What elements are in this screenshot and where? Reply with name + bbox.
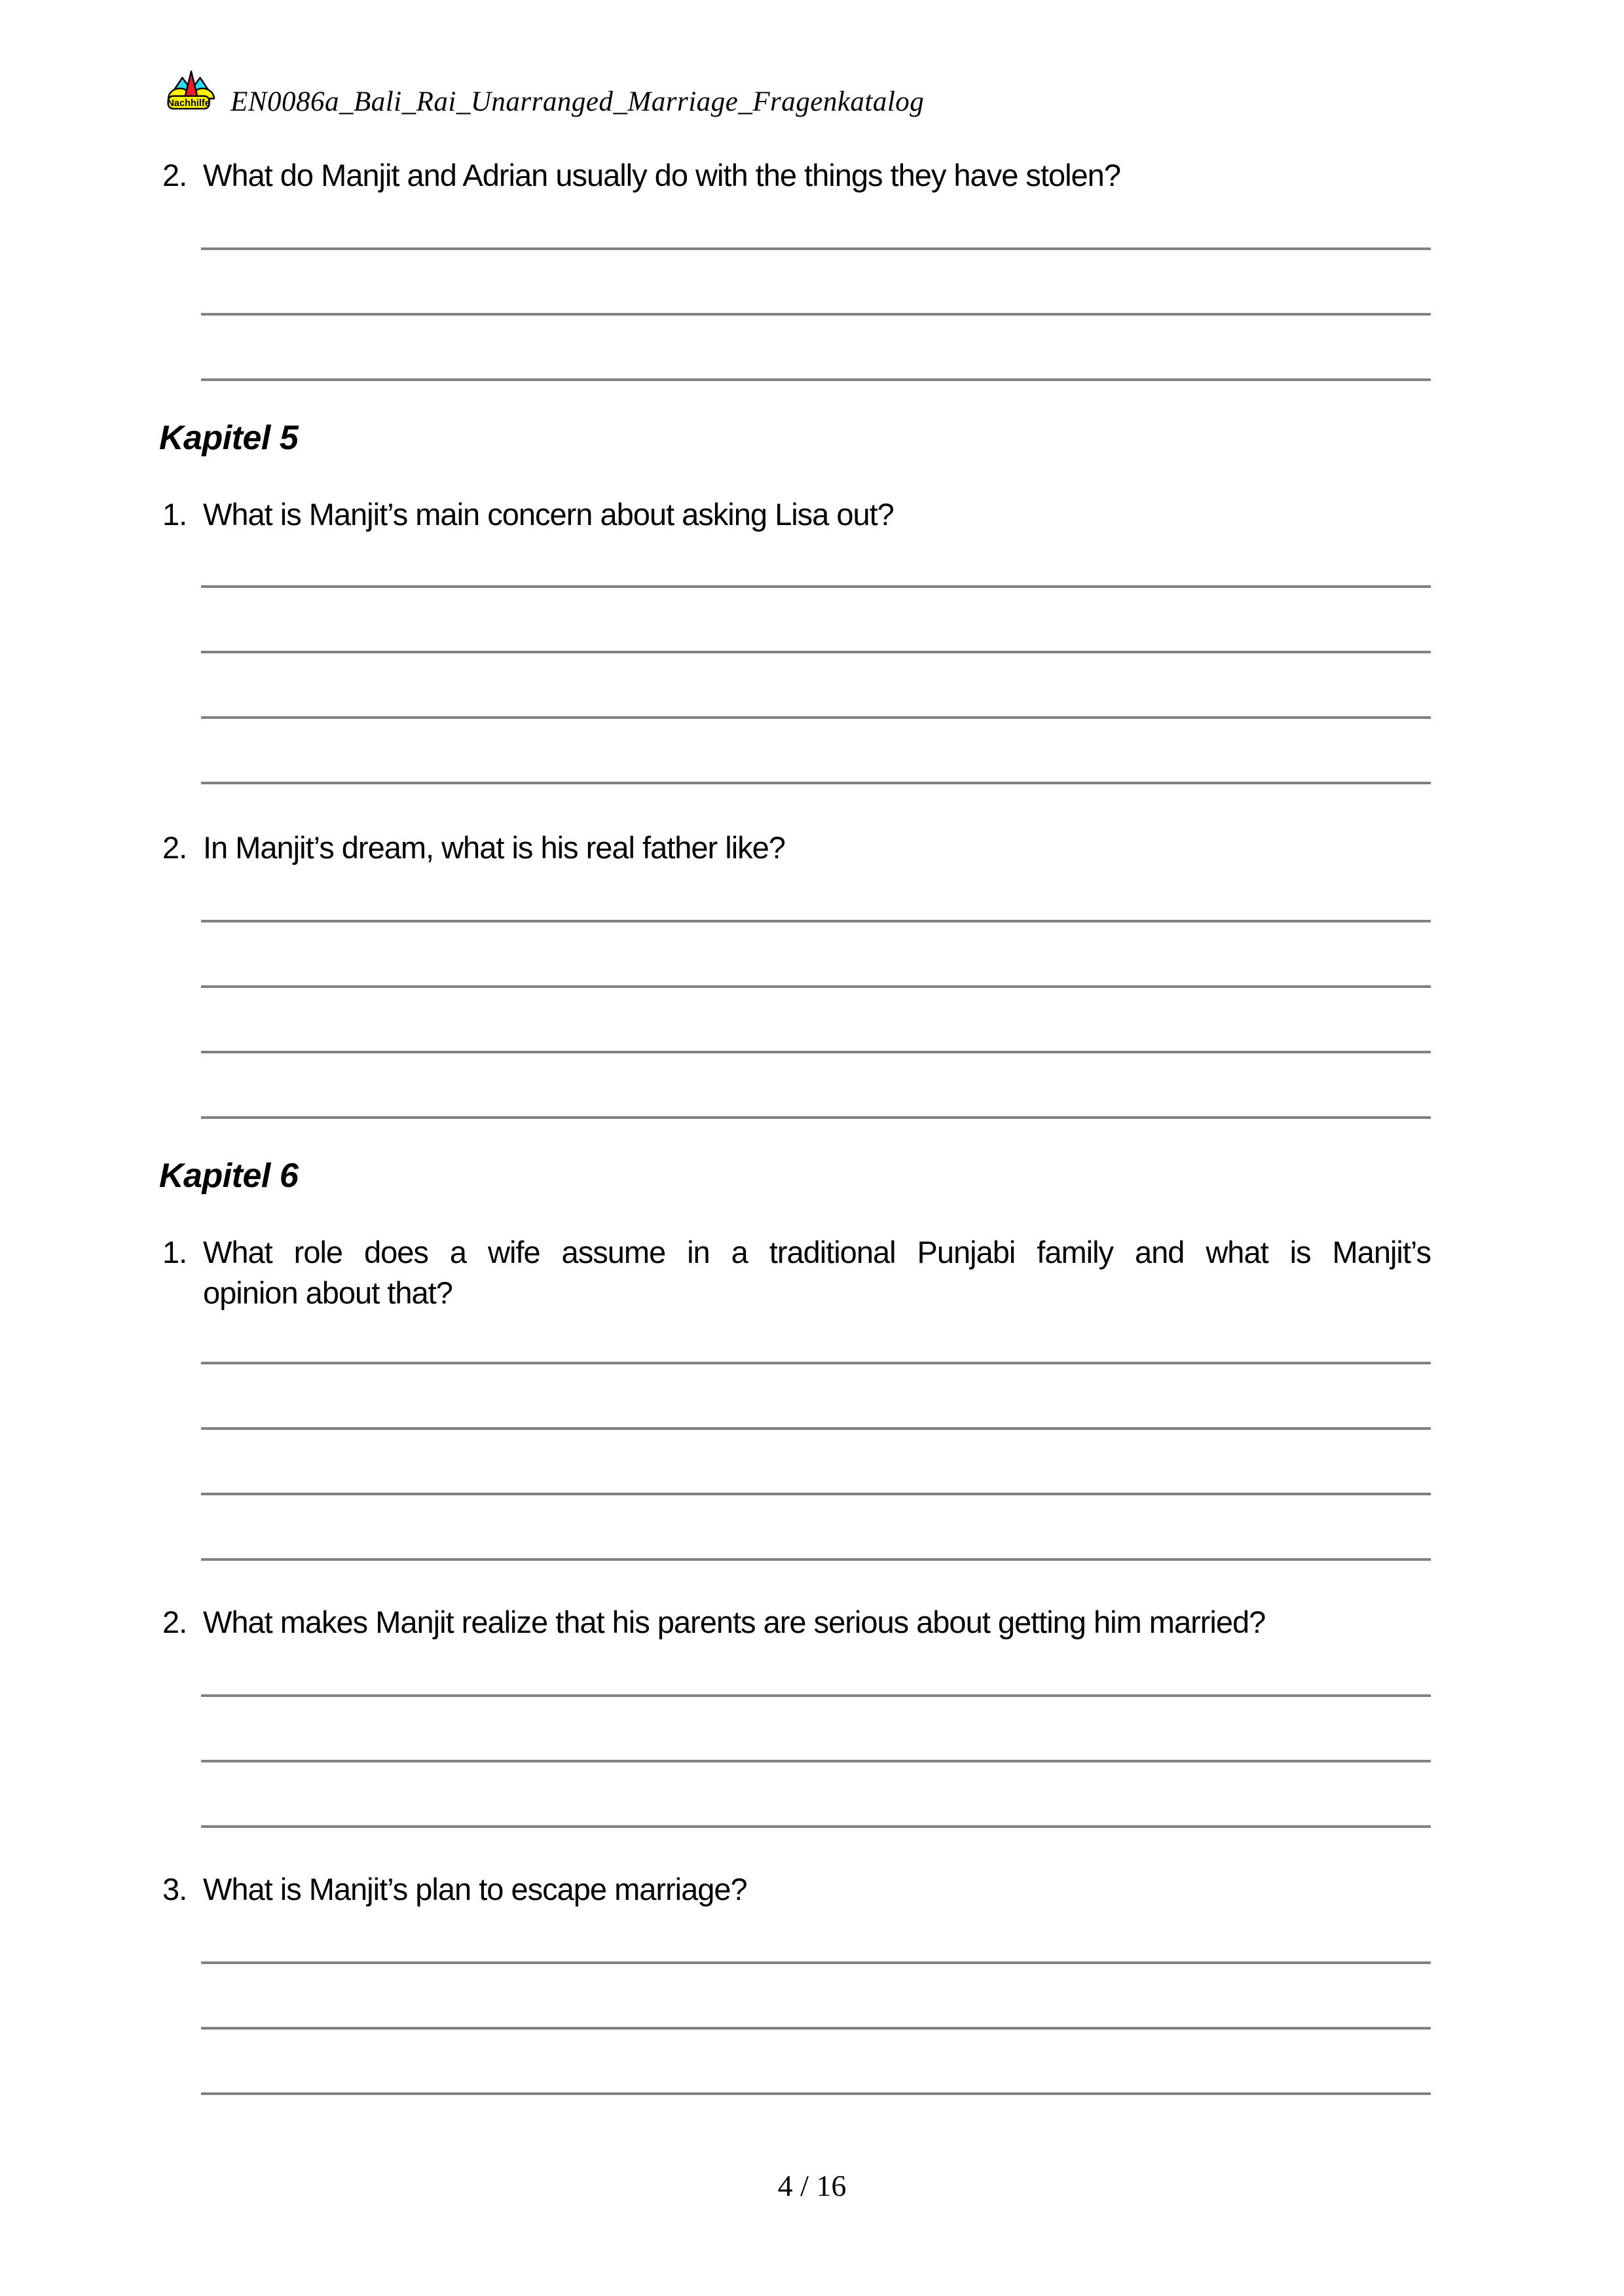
question-number: 3.: [162, 1872, 187, 1906]
answer-line: [201, 1051, 1431, 1053]
answer-line: [201, 920, 1431, 922]
answer-line: [201, 313, 1431, 316]
question-number: 2.: [162, 1605, 187, 1639]
answer-line: [201, 1961, 1431, 1964]
question: [162, 1232, 1431, 1313]
answer-line: [201, 1760, 1431, 1762]
answer-line: [201, 2092, 1431, 2095]
question-number: 2.: [162, 830, 187, 865]
answer-line: [201, 1116, 1431, 1119]
answer-line: [201, 1427, 1431, 1430]
question-text-line: What role does a wife assume in a traditional Punjabi family and what is Manjit’s: [203, 1235, 1431, 1269]
answer-line: [201, 1362, 1431, 1364]
document-title: EN0086a_Bali_Rai_Unarranged_Marriage_Fragenkatalog: [231, 86, 925, 117]
chapter-heading: Kapitel 5: [159, 419, 299, 457]
question: [162, 155, 1431, 196]
question: [162, 1869, 1431, 1910]
answer-line: [201, 378, 1431, 381]
answer-line: [201, 651, 1431, 653]
question: [162, 494, 1431, 535]
question-text: What is Manjit’s plan to escape marriage?: [203, 1872, 747, 1906]
question-text: What do Manjit and Adrian usually do with the things they have stolen?: [203, 158, 1120, 192]
answer-line: [201, 585, 1431, 588]
answer-line: [201, 247, 1431, 250]
answer-line: [201, 1825, 1431, 1828]
question-number: 1.: [162, 497, 187, 532]
answer-line: [201, 716, 1431, 719]
answer-line: [201, 2027, 1431, 2030]
question-number: 1.: [162, 1235, 187, 1269]
nachhilfe-logo-icon: [167, 69, 215, 110]
question-text-line: opinion about that?: [203, 1275, 452, 1310]
question: [162, 828, 1431, 868]
question-text: What is Manjit’s main concern about asking Lisa out?: [203, 497, 894, 532]
answer-line: [201, 1558, 1431, 1561]
page-number: 4 / 16: [777, 2169, 847, 2202]
question-text: [203, 1232, 1431, 1313]
chapter-heading: Kapitel 6: [159, 1157, 299, 1195]
answer-line: [201, 985, 1431, 988]
logo-label: Nachhilfe: [167, 98, 210, 109]
answer-line: [201, 1493, 1431, 1495]
question: [162, 1602, 1431, 1643]
question-text: In Manjit’s dream, what is his real father like?: [203, 830, 785, 865]
question-text: What makes Manjit realize that his parents are serious about getting him married?: [203, 1605, 1266, 1639]
answer-line: [201, 1694, 1431, 1697]
question-number: 2.: [162, 158, 187, 192]
answer-line: [201, 782, 1431, 784]
